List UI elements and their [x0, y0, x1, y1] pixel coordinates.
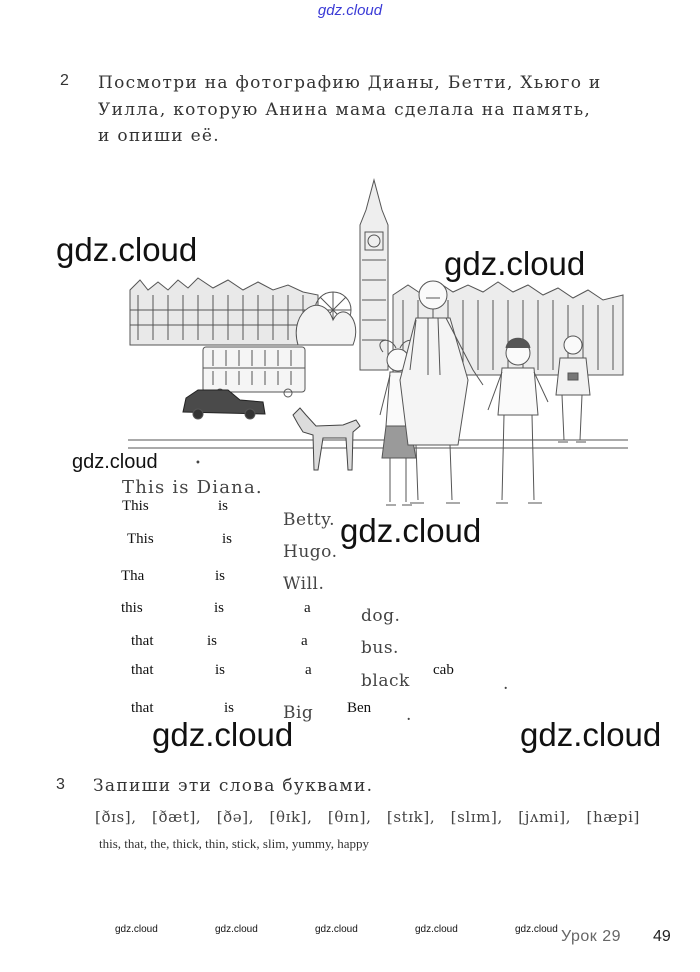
transcription: [θɪk],	[269, 808, 313, 826]
page-number: 49	[653, 928, 671, 945]
answer-word: is	[214, 600, 225, 616]
transcription: [slɪm],	[450, 808, 503, 826]
printed-word-dog: dog.	[361, 606, 401, 626]
answer-word-cab: cab	[433, 662, 454, 678]
answer-word: that	[131, 662, 154, 678]
answer-word: a	[301, 633, 308, 649]
footer-watermark: gdz.cloud	[515, 924, 558, 935]
exercise-2-instruction-line-3: и опиши её.	[98, 126, 220, 146]
watermark: gdz.cloud	[340, 512, 482, 549]
answer-word: is	[215, 568, 226, 584]
answer-word: Tha	[121, 568, 145, 584]
footer-watermark: gdz.cloud	[215, 924, 258, 935]
answer-word: is	[218, 498, 229, 514]
answer-word: is	[224, 700, 235, 716]
transcription: [θɪn],	[327, 808, 372, 826]
top-watermark: gdz.cloud	[317, 2, 383, 19]
watermark: gdz.cloud	[152, 716, 294, 753]
exercise-3-number: 3	[56, 776, 65, 793]
exercise-2-instruction-line-1: Посмотри на фотографию Дианы, Бетти, Хьюго и	[98, 73, 602, 93]
printed-word-hugo: Hugo.	[283, 542, 338, 562]
answer-word: is	[222, 531, 233, 547]
printed-word-bus: bus.	[361, 638, 399, 658]
watermark: gdz.cloud	[520, 716, 662, 753]
footer-watermark: gdz.cloud	[315, 924, 358, 935]
transcription: [jʌmi],	[518, 808, 572, 826]
lesson-label: Урок 29	[561, 928, 621, 945]
example-sentence: This is Diana.	[122, 477, 263, 498]
sentence-dot: .	[503, 674, 509, 694]
answer-word: a	[304, 600, 311, 616]
watermark: gdz.cloud	[56, 231, 198, 268]
answer-word: that	[131, 633, 154, 649]
transcription: [ðɪs],	[95, 808, 137, 826]
footer-watermark: gdz.cloud	[415, 924, 458, 935]
printed-word-will: Will.	[283, 574, 325, 594]
answer-word: This	[127, 531, 154, 547]
printed-word-betty: Betty.	[283, 510, 335, 530]
answer-word: This	[122, 498, 149, 514]
answer-word: is	[207, 633, 218, 649]
answer-word: this	[121, 600, 143, 616]
transcription: [hæpi]	[586, 808, 640, 826]
sentence-dot: .	[406, 705, 412, 725]
printed-word-big: Big	[283, 703, 314, 723]
london-family-photo-illustration	[128, 170, 628, 515]
transcription-row	[95, 808, 640, 826]
answer-word-ben: Ben	[347, 700, 372, 716]
answer-word: is	[215, 662, 226, 678]
watermark: gdz.cloud	[444, 245, 586, 282]
transcription: [ðə],	[216, 808, 255, 826]
exercise-2-instruction-line-2: Уилла, которую Анина мама сделала на память,	[98, 100, 592, 120]
footer-watermark: gdz.cloud	[115, 924, 158, 935]
transcription: [ðæt],	[152, 808, 202, 826]
answer-word: that	[131, 700, 154, 716]
exercise-3-answers: this, that, the, thick, thin, stick, slim, yummy, happy	[99, 836, 369, 851]
tiny-mark: •	[195, 458, 201, 469]
transcription: [stɪk],	[386, 808, 436, 826]
answer-word: a	[305, 662, 312, 678]
exercise-3-instruction: Запиши эти слова буквами.	[93, 776, 374, 796]
printed-word-black: black	[361, 671, 410, 691]
exercise-2-number: 2	[60, 72, 69, 89]
watermark: gdz.cloud	[72, 451, 158, 473]
